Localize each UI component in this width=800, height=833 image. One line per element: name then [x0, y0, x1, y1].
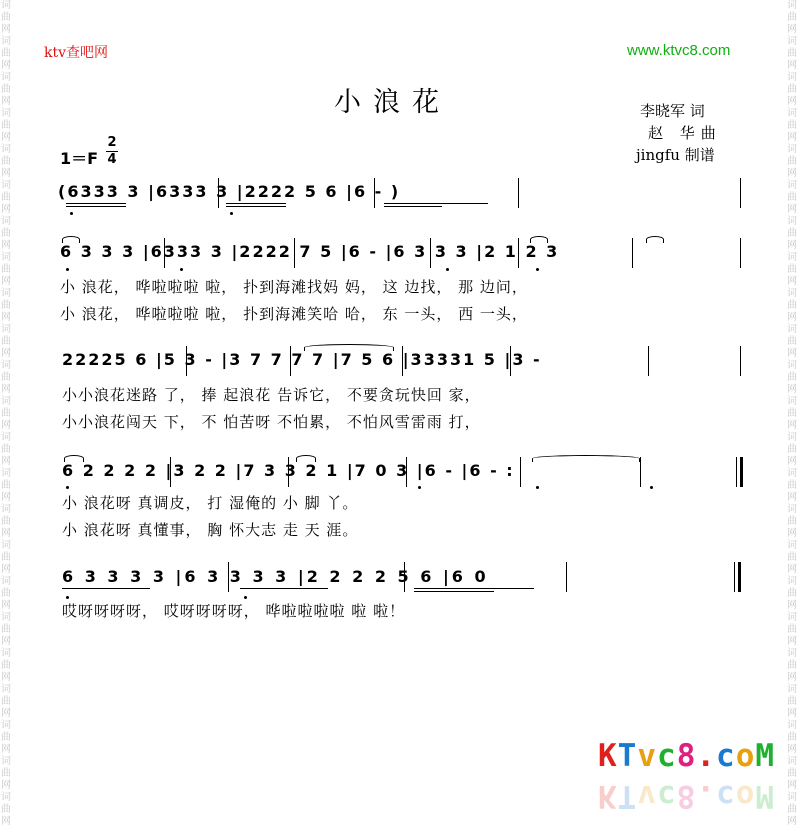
watermark-char: 网: [1, 672, 11, 683]
bar-line: [186, 346, 187, 376]
notes-row-4: 6 2 2 2 2 |3 2 2 |7 3 3 2 1 |7 0 3 |6 - |6 - :: [62, 461, 515, 480]
watermark-char: 曲: [1, 48, 11, 59]
watermark-char: 词: [1, 360, 11, 371]
notes-row-5: 6 3 3 3 3 |6 3 3 3 3 |2 2 2 2 5 6 |6 0: [62, 567, 489, 586]
transcriber-credit: jingfu 制谱: [636, 146, 715, 164]
logo-letter: c: [657, 778, 677, 814]
final-bar-thin: [734, 562, 735, 592]
underline: [240, 588, 328, 589]
watermark-char: 曲: [787, 768, 797, 779]
watermark-char: 曲: [787, 804, 797, 815]
watermark-char: 网: [787, 420, 797, 431]
watermark-char: 网: [787, 636, 797, 647]
watermark-char: 曲: [787, 624, 797, 635]
octave-dot: [536, 486, 539, 489]
bar-line: [740, 178, 741, 208]
watermark-char: 词: [787, 792, 797, 803]
watermark-char: 网: [787, 132, 797, 143]
watermark-char: 网: [787, 312, 797, 323]
underline: [384, 203, 488, 204]
watermark-char: 网: [1, 564, 11, 575]
watermark-char: 网: [1, 132, 11, 143]
octave-dot: [230, 212, 233, 215]
watermark-char: 网: [787, 672, 797, 683]
logo-letter: .: [696, 778, 717, 814]
lyrics-row-2-verse-2: 小 浪花， 哗啦啦啦 啦， 扑到海滩笑哈 哈， 东 一头， 西 一头，: [60, 305, 528, 323]
watermark-char: 词: [787, 684, 797, 695]
underline: [414, 591, 494, 592]
watermark-char: 词: [787, 216, 797, 227]
watermark-char: 网: [1, 348, 11, 359]
watermark-char: 曲: [787, 84, 797, 95]
lyrics-row-4-verse-1: 小 浪花呀 真调皮， 打 湿俺的 小 脚 丫。: [62, 494, 359, 512]
watermark-char: 网: [787, 492, 797, 503]
logo-letter: 8: [676, 778, 697, 814]
underline: [226, 206, 286, 207]
octave-dot: [180, 268, 183, 271]
watermark-char: 网: [787, 240, 797, 251]
bar-line: [740, 238, 741, 268]
watermark-char: 网: [1, 96, 11, 107]
logo-letter: T: [617, 738, 638, 774]
watermark-char: 词: [1, 36, 11, 47]
lyrics-row-3-verse-2: 小小浪花闯天 下， 不 怕苦呀 不怕累， 不怕风雪雷雨 打，: [62, 413, 481, 431]
song-title: 小浪花: [334, 87, 451, 118]
watermark-char: 曲: [1, 732, 11, 743]
watermark-char: 曲: [787, 732, 797, 743]
watermark-char: 词: [1, 0, 11, 11]
watermark-char: 曲: [787, 588, 797, 599]
watermark-char: 曲: [1, 552, 11, 563]
watermark-char: 曲: [787, 228, 797, 239]
octave-dot: [66, 486, 69, 489]
watermark-char: 曲: [1, 804, 11, 815]
watermark-char: 曲: [1, 336, 11, 347]
watermark-char: 网: [787, 708, 797, 719]
lyrics-row-4-verse-2: 小 浪花呀 真懂事， 胸 怀大志 走 天 涯。: [62, 521, 359, 539]
octave-dot: [418, 486, 421, 489]
watermark-char: 曲: [787, 264, 797, 275]
watermark-char: 网: [787, 384, 797, 395]
watermark-char: 词: [787, 648, 797, 659]
watermark-char: 词: [1, 144, 11, 155]
bar-line: [164, 238, 165, 268]
watermark-char: 曲: [1, 768, 11, 779]
watermark-char: 词: [1, 720, 11, 731]
bar-line: [740, 346, 741, 376]
watermark-char: 曲: [787, 660, 797, 671]
notes-row-1: (6333 3 |6333 3 |2222 5 6 |6 - ): [58, 182, 401, 201]
watermark-char: 词: [1, 288, 11, 299]
underline: [226, 203, 286, 204]
octave-dot: [66, 596, 69, 599]
watermark-char: 网: [787, 528, 797, 539]
watermark-char: 曲: [1, 588, 11, 599]
watermark-char: 网: [1, 492, 11, 503]
octave-dot: [536, 268, 539, 271]
bar-line: [228, 562, 229, 592]
watermark-char: 网: [1, 204, 11, 215]
bar-line: [648, 346, 649, 376]
bar-line: [294, 238, 295, 268]
logo-letter: v: [637, 738, 658, 774]
watermark-char: 网: [787, 564, 797, 575]
bar-line: [510, 346, 511, 376]
lyrics-row-3-verse-1: 小小浪花迷路 了， 捧 起浪花 告诉它， 不要贪玩快回 家，: [62, 386, 481, 404]
watermark-char: 网: [787, 780, 797, 791]
bar-line: [520, 457, 521, 487]
logo-letter: v: [637, 778, 658, 814]
watermark-char: 曲: [1, 84, 11, 95]
underline: [62, 588, 150, 589]
bar-line: [218, 178, 219, 208]
watermark-char: 词: [787, 324, 797, 335]
watermark-char: 词: [1, 252, 11, 263]
composer-credit: 赵 华曲: [648, 124, 722, 142]
ktvc8-logo: [598, 738, 775, 774]
watermark-char: 曲: [787, 48, 797, 59]
watermark-strip-left: [0, 0, 14, 833]
octave-dot: [446, 268, 449, 271]
bar-line: [288, 457, 289, 487]
bar-line: [374, 178, 375, 208]
notes-row-3: 22225 6 |5 3 - |3 7 7 7 7 |7 5 6 |33331 5 |3 -: [62, 350, 542, 369]
watermark-char: 网: [1, 420, 11, 431]
watermark-char: 曲: [787, 192, 797, 203]
watermark-char: 词: [1, 432, 11, 443]
watermark-char: 曲: [1, 372, 11, 383]
watermark-char: 曲: [1, 192, 11, 203]
watermark-char: 网: [1, 600, 11, 611]
watermark-char: 词: [1, 72, 11, 83]
watermark-char: 词: [1, 648, 11, 659]
slur: [646, 236, 664, 243]
final-bar-thick: [738, 562, 741, 592]
logo-letter: .: [696, 738, 717, 774]
watermark-char: 词: [1, 684, 11, 695]
watermark-char: 词: [787, 432, 797, 443]
watermark-char: 词: [1, 792, 11, 803]
watermark-char: 曲: [787, 516, 797, 527]
watermark-char: 网: [787, 168, 797, 179]
watermark-char: 曲: [1, 444, 11, 455]
logo-letter: K: [598, 738, 618, 774]
watermark-char: 词: [787, 288, 797, 299]
watermark-char: 网: [1, 384, 11, 395]
lyrics-row-2-verse-1: 小 浪花， 哗啦啦啦 啦， 扑到海滩找妈 妈， 这 边找， 那 边问，: [60, 278, 528, 296]
watermark-char: 曲: [787, 696, 797, 707]
watermark-char: 词: [787, 504, 797, 515]
octave-dot: [66, 268, 69, 271]
octave-dot: [650, 486, 653, 489]
watermark-char: 词: [1, 468, 11, 479]
watermark-char: 曲: [1, 696, 11, 707]
logo-letter: c: [716, 738, 736, 774]
watermark-char: 词: [1, 756, 11, 767]
bar-line: [518, 238, 519, 268]
bar-line: [632, 238, 633, 268]
watermark-char: 网: [1, 528, 11, 539]
watermark-char: 网: [787, 276, 797, 287]
watermark-char: 词: [787, 612, 797, 623]
ktvc8-logo-reflection: [598, 778, 775, 814]
notes-row-2: 6 3 3 3 |6333 3 |2222 7 5 |6 - |6 3 3 3 |2 1 2 3: [60, 242, 560, 261]
key-signature: 1＝F: [60, 149, 99, 168]
watermark-char: 网: [787, 96, 797, 107]
watermark-char: 网: [787, 600, 797, 611]
watermark-char: 曲: [1, 624, 11, 635]
slur: [296, 455, 316, 462]
watermark-char: 曲: [1, 120, 11, 131]
watermark-char: 网: [1, 24, 11, 35]
slur: [62, 236, 80, 243]
watermark-char: 网: [787, 60, 797, 71]
logo-letter: c: [657, 738, 677, 774]
site-url-right: www.ktvc8.com: [627, 42, 731, 59]
watermark-char: 词: [787, 360, 797, 371]
watermark-char: 网: [787, 816, 797, 827]
logo-letter: o: [735, 738, 756, 774]
watermark-char: 网: [1, 744, 11, 755]
watermark-char: 词: [787, 108, 797, 119]
watermark-char: 词: [1, 180, 11, 191]
logo-letter: K: [598, 778, 618, 814]
octave-dot: [70, 212, 73, 215]
watermark-char: 曲: [787, 336, 797, 347]
watermark-char: 词: [1, 396, 11, 407]
watermark-char: 词: [787, 468, 797, 479]
slur: [530, 236, 548, 243]
site-name-left: ktv查吧网: [44, 45, 109, 61]
bar-line: [170, 457, 171, 487]
repeat-bar-thick: [740, 457, 743, 487]
watermark-char: 网: [1, 312, 11, 323]
watermark-char: 词: [1, 576, 11, 587]
logo-letter: M: [755, 778, 776, 814]
bar-line: [406, 457, 407, 487]
watermark-char: 词: [787, 396, 797, 407]
watermark-char: 曲: [1, 264, 11, 275]
watermark-char: 曲: [787, 444, 797, 455]
watermark-char: 词: [1, 504, 11, 515]
watermark-char: 曲: [787, 552, 797, 563]
watermark-strip-right: [786, 0, 800, 833]
underline: [66, 206, 126, 207]
watermark-char: 网: [1, 168, 11, 179]
logo-letter: 8: [676, 738, 697, 774]
tie: [532, 455, 640, 462]
watermark-char: 曲: [787, 480, 797, 491]
watermark-char: 曲: [1, 300, 11, 311]
watermark-char: 曲: [787, 372, 797, 383]
watermark-char: 词: [787, 144, 797, 155]
time-sig-top: 2: [107, 135, 117, 150]
watermark-char: 词: [787, 180, 797, 191]
watermark-char: 词: [787, 756, 797, 767]
watermark-char: 词: [787, 72, 797, 83]
watermark-char: 词: [787, 252, 797, 263]
watermark-char: 词: [787, 720, 797, 731]
logo-letter: c: [716, 778, 736, 814]
watermark-char: 词: [787, 576, 797, 587]
watermark-char: 曲: [787, 300, 797, 311]
watermark-char: 网: [1, 60, 11, 71]
slur: [64, 455, 84, 462]
watermark-char: 词: [787, 540, 797, 551]
underline: [414, 588, 534, 589]
slur: [304, 344, 394, 351]
watermark-char: 曲: [1, 12, 11, 23]
watermark-char: 网: [1, 456, 11, 467]
watermark-char: 词: [1, 324, 11, 335]
bar-line: [402, 346, 403, 376]
watermark-char: 曲: [787, 408, 797, 419]
watermark-char: 词: [1, 108, 11, 119]
watermark-char: 词: [787, 0, 797, 11]
logo-letter: o: [735, 778, 756, 814]
time-sig-bottom: 4: [107, 152, 117, 167]
bar-line: [640, 457, 641, 487]
watermark-char: 曲: [1, 660, 11, 671]
watermark-char: 网: [787, 456, 797, 467]
bar-line: [290, 346, 291, 376]
underline: [66, 203, 126, 204]
repeat-bar-thin: [736, 457, 737, 487]
watermark-char: 网: [1, 816, 11, 827]
watermark-char: 词: [787, 36, 797, 47]
time-signature: [106, 136, 118, 167]
bar-line: [566, 562, 567, 592]
watermark-char: 曲: [1, 516, 11, 527]
underline: [384, 206, 442, 207]
logo-letter: T: [617, 778, 638, 814]
bar-line: [430, 238, 431, 268]
bar-line: [518, 178, 519, 208]
watermark-char: 曲: [1, 228, 11, 239]
logo-letter: M: [755, 738, 776, 774]
watermark-char: 网: [1, 240, 11, 251]
watermark-char: 网: [787, 348, 797, 359]
bar-line: [404, 562, 405, 592]
watermark-char: 词: [1, 216, 11, 227]
watermark-char: 网: [787, 744, 797, 755]
octave-dot: [244, 596, 247, 599]
watermark-char: 网: [787, 24, 797, 35]
watermark-char: 网: [1, 780, 11, 791]
watermark-char: 网: [1, 276, 11, 287]
lyricist-credit: 李晓军 词: [640, 102, 705, 120]
watermark-char: 词: [1, 540, 11, 551]
watermark-char: 词: [1, 612, 11, 623]
watermark-char: 曲: [787, 120, 797, 131]
watermark-char: 曲: [1, 480, 11, 491]
watermark-char: 网: [1, 708, 11, 719]
watermark-char: 曲: [787, 156, 797, 167]
watermark-char: 曲: [1, 408, 11, 419]
lyrics-row-5: 哎呀呀呀呀， 哎呀呀呀呀， 哗啦啦啦啦 啦 啦！: [62, 602, 406, 620]
watermark-char: 曲: [1, 156, 11, 167]
watermark-char: 网: [1, 636, 11, 647]
watermark-char: 网: [787, 204, 797, 215]
watermark-char: 曲: [787, 12, 797, 23]
